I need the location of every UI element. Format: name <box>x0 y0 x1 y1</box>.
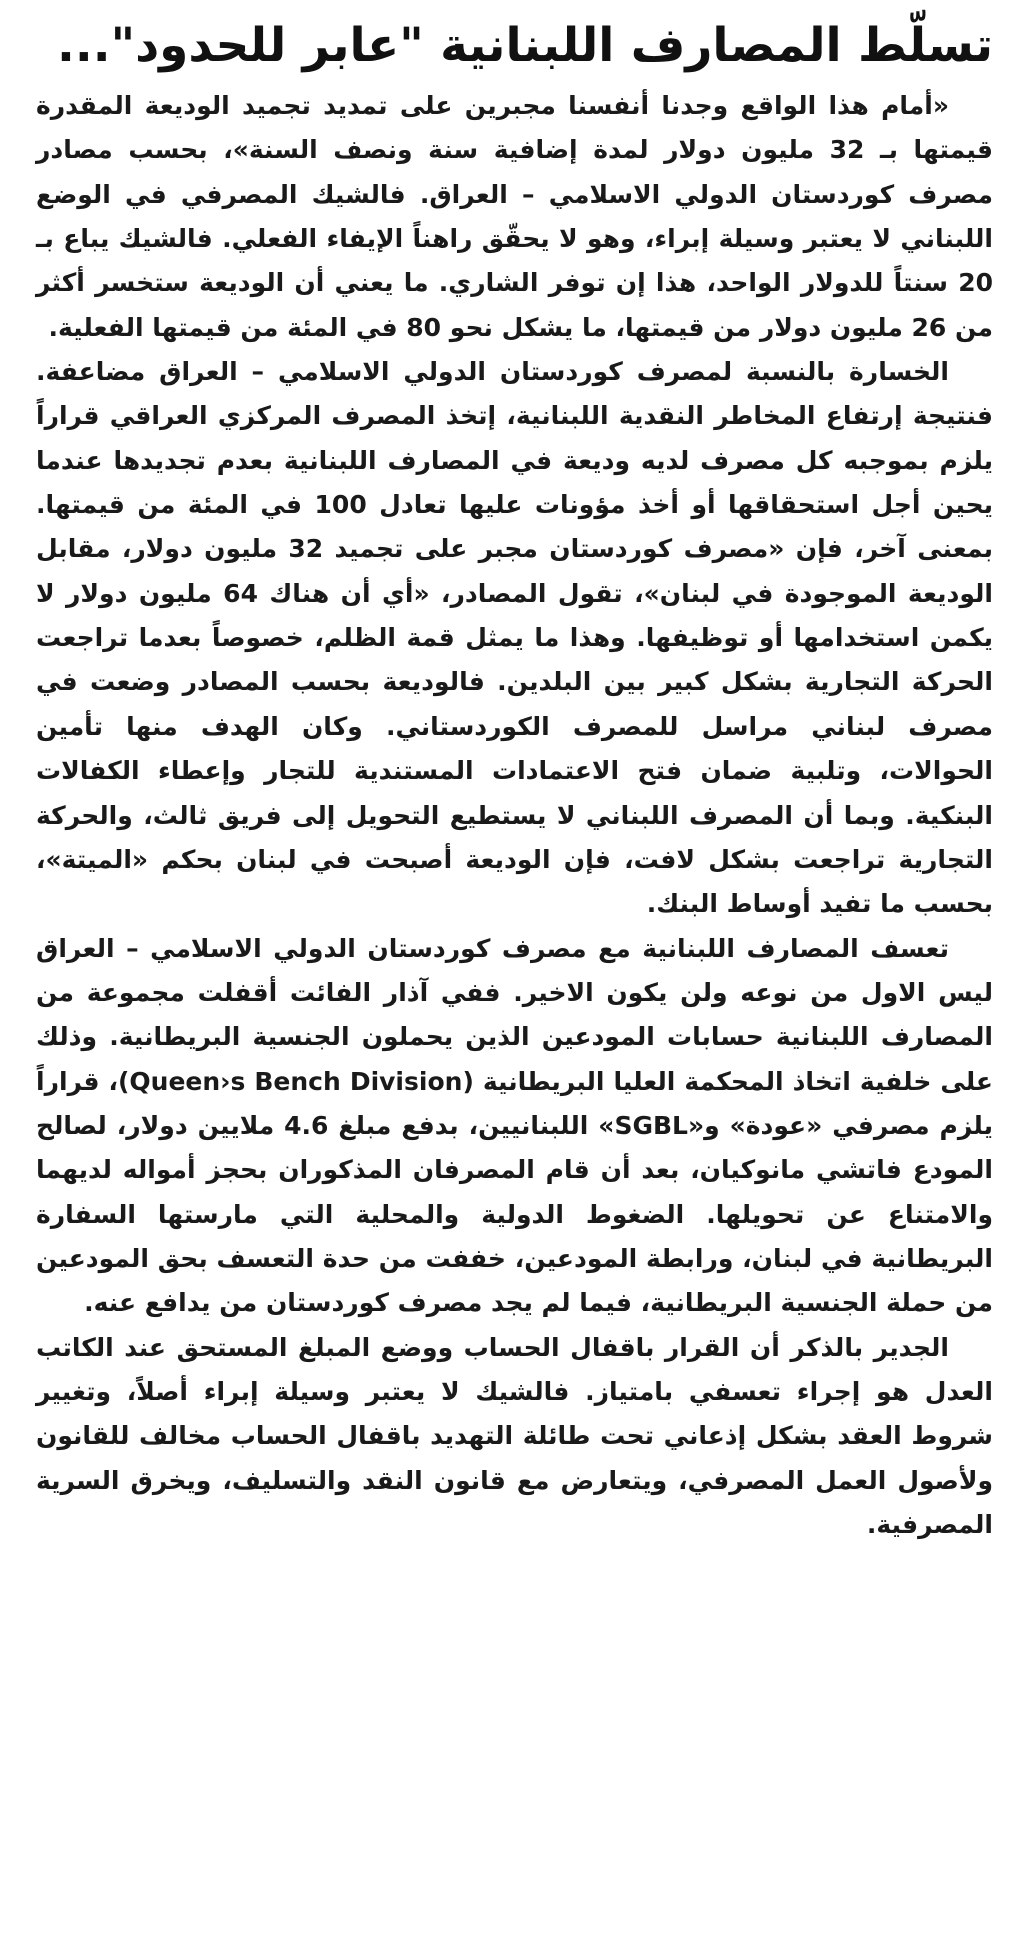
article-paragraph: تعسف المصارف اللبنانية مع مصرف كوردستان الدولي الاسلامي – العراق ليس الاول من نوعه ولن يكون الاخير. ففي آذار الفائت أقفلت مجموعة من المصارف اللبنانية حسابات المودعين الذين يحملون الجنسية البريطانية. وذلك على خلفية اتخاذ المحكمة العليا البريطانية (Queen›s Bench Division)، قراراً يلزم مصرفي «عودة» و«SGBL» اللبنانيين، بدفع مبلغ 4.6 ملايين دولار، لصالح المودع فاتشي مانوكيان، بعد أن قام المصرفان المذكوران بحجز أمواله لديهما والامتناع عن تحويلها. الضغوط الدولية والمحلية التي مارستها السفارة البريطانية في لبنان، ورابطة المودعين، خففت من حدة التعسف بحق المودعين من حملة الجنسية البريطانية، فيما لم يجد مصرف كوردستان من يدافع عنه. <box>36 933 993 1318</box>
article-body <box>36 84 993 1547</box>
article-paragraph: «أمام هذا الواقع وجدنا أنفسنا مجبرين على تمديد تجميد الوديعة المقدرة قيمتها بـ 32 مليون دولار لمدة إضافية سنة ونصف السنة»، بحسب مصادر مصرف كوردستان الدولي الاسلامي – العراق. فالشيك المصرفي في الوضع اللبناني لا يعتبر وسيلة إبراء، وهو لا يحقّق راهناً الإيفاء الفعلي. فالشيك يباع بـ 20 سنتاً للدولار الواحد، هذا إن توفر الشاري. ما يعني أن الوديعة ستخسر أكثر من 26 مليون دولار من قيمتها، ما يشكل نحو 80 في المئة من قيمتها الفعلية. <box>36 91 993 342</box>
article-paragraph: الخسارة بالنسبة لمصرف كوردستان الدولي الاسلامي – العراق مضاعفة. فنتيجة إرتفاع المخاطر النقدية اللبنانية، إتخذ المصرف المركزي العراقي قراراً يلزم بموجبه كل مصرف لديه وديعة في المصارف اللبنانية بعدم تجديدها عندما يحين أجل استحقاقها أو أخذ مؤونات عليها تعادل 100 في المئة من قيمتها. بمعنى آخر، فإن «مصرف كوردستان مجبر على تجميد 32 مليون دولار، مقابل الوديعة الموجودة في لبنان»، تقول المصادر، «أي أن هناك 64 مليون دولار لا يكمن استخدامها أو توظيفها. وهذا ما يمثل قمة الظلم، خصوصاً بعدما تراجعت الحركة التجارية بشكل كبير بين البلدين. فالوديعة بحسب المصادر وضعت في مصرف لبناني مراسل للمصرف الكوردستاني. وكان الهدف منها تأمين الحوالات، وتلبية ضمان فتح الاعتمادات المستندية للتجار وإعطاء الكفالات البنكية. وبما أن المصرف اللبناني لا يستطيع التحويل إلى فريق ثالث، والحركة التجارية تراجعت بشكل لافت، فإن الوديعة أصبحت في لبنان بحكم «الميتة»، بحسب ما تفيد أوساط البنك. <box>36 357 994 919</box>
article-headline: تسلّط المصارف اللبنانية "عابر للحدود"... <box>57 18 993 73</box>
article-paragraph: الجدير بالذكر أن القرار باقفال الحساب ووضع المبلغ المستحق عند الكاتب العدل هو إجراء تعسفي بامتياز. فالشيك لا يعتبر وسيلة إبراء أصلاً، وتغيير شروط العقد بشكل إذعاني تحت طائلة التهديد باقفال الحساب مخالف للقانون ولأصول العمل المصرفي، ويتعارض مع قانون النقد والتسليف، ويخرق السرية المصرفية. <box>36 1332 993 1539</box>
